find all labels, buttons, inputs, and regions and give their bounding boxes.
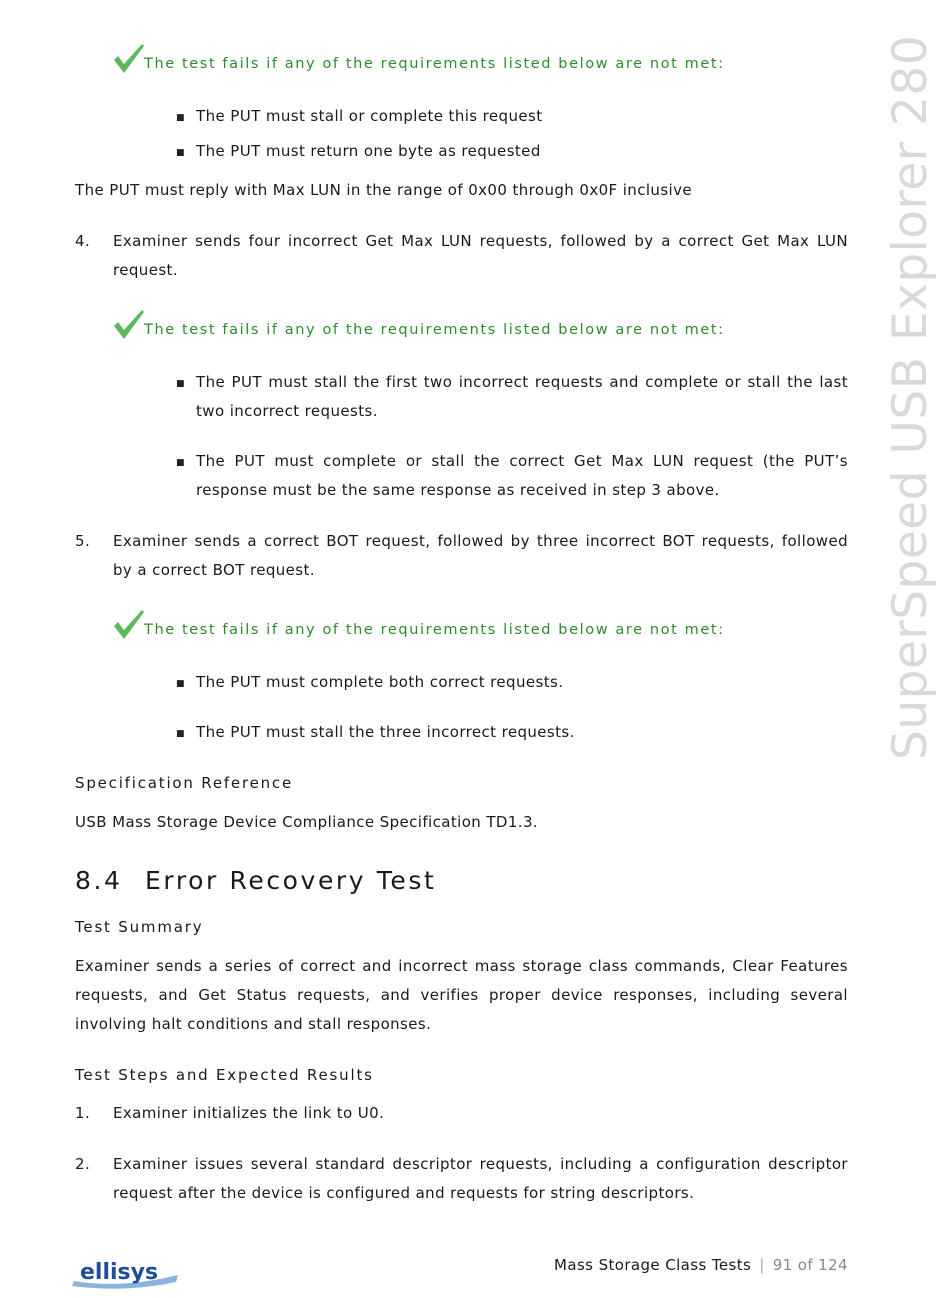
section-number: 8.4 [75, 866, 123, 895]
test-summary-text: Examiner sends a series of correct and incorrect mass storage class commands, Clear Features requests, and Get Status requests, and verifies proper device responses, including several involving halt conditions and stall responses. [75, 957, 848, 1033]
step-number: 4. [75, 232, 91, 250]
square-bullet-icon: ■ [176, 458, 185, 468]
footer-chapter: Mass Storage Class Tests [554, 1256, 752, 1274]
section-title-text: Error Recovery Test [145, 866, 437, 895]
spec-reference-heading: Specification Reference [75, 774, 294, 792]
checkmark-icon [112, 608, 146, 642]
step-text: Examiner sends four incorrect Get Max LUN requests, followed by a correct Get Max LUN request. [113, 232, 848, 279]
ellisys-logo [72, 1255, 182, 1291]
requirement-label: The test fails if any of the requirements listed below are not met: [144, 56, 725, 72]
bullet-text: The PUT must complete both correct requests. [196, 673, 564, 691]
bullet-text: The PUT must complete or stall the correct Get Max LUN request (the PUT’s response must be the same response as received in step 3 above. [196, 452, 848, 499]
body-paragraph: The PUT must reply with Max LUN in the range of 0x00 through 0x0F inclusive [75, 181, 693, 199]
step-text: Examiner initializes the link to U0. [113, 1104, 385, 1122]
footer-separator: | [759, 1256, 765, 1274]
bullet-text: The PUT must stall the first two incorrect requests and complete or stall the last two incorrect requests. [196, 373, 848, 420]
spec-reference-text: USB Mass Storage Device Compliance Specification TD1.3. [75, 813, 539, 831]
step-text: Examiner issues several standard descriptor requests, including a configuration descriptor request after the device is configured and requests for string descriptors. [113, 1155, 848, 1202]
step-text: Examiner sends a correct BOT request, followed by three incorrect BOT requests, followed by a correct BOT request. [113, 532, 848, 579]
requirement-label: The test fails if any of the requirements listed below are not met: [144, 622, 725, 638]
sidebar-product-title: SuperSpeed USB Explorer 280 [883, 34, 938, 760]
square-bullet-icon: ■ [176, 679, 185, 689]
square-bullet-icon: ■ [176, 148, 185, 158]
step-number: 2. [75, 1155, 91, 1173]
step-number: 5. [75, 532, 91, 550]
svg-text:ellisys: ellisys [80, 1260, 159, 1285]
test-summary-heading: Test Summary [75, 918, 204, 936]
page-number: 91 of 124 [772, 1256, 848, 1274]
bullet-text: The PUT must stall or complete this request [196, 107, 543, 125]
step-number: 1. [75, 1104, 91, 1122]
checkmark-icon [112, 42, 146, 76]
bullet-text: The PUT must stall the three incorrect requests. [196, 723, 575, 741]
requirement-label: The test fails if any of the requirements listed below are not met: [144, 322, 725, 338]
checkmark-icon [112, 308, 146, 342]
square-bullet-icon: ■ [176, 113, 185, 123]
page-footer [554, 1256, 848, 1274]
square-bullet-icon: ■ [176, 729, 185, 739]
square-bullet-icon: ■ [176, 379, 185, 389]
test-steps-heading: Test Steps and Expected Results [75, 1066, 374, 1084]
section-title [75, 866, 436, 895]
bullet-text: The PUT must return one byte as requested [196, 142, 541, 160]
